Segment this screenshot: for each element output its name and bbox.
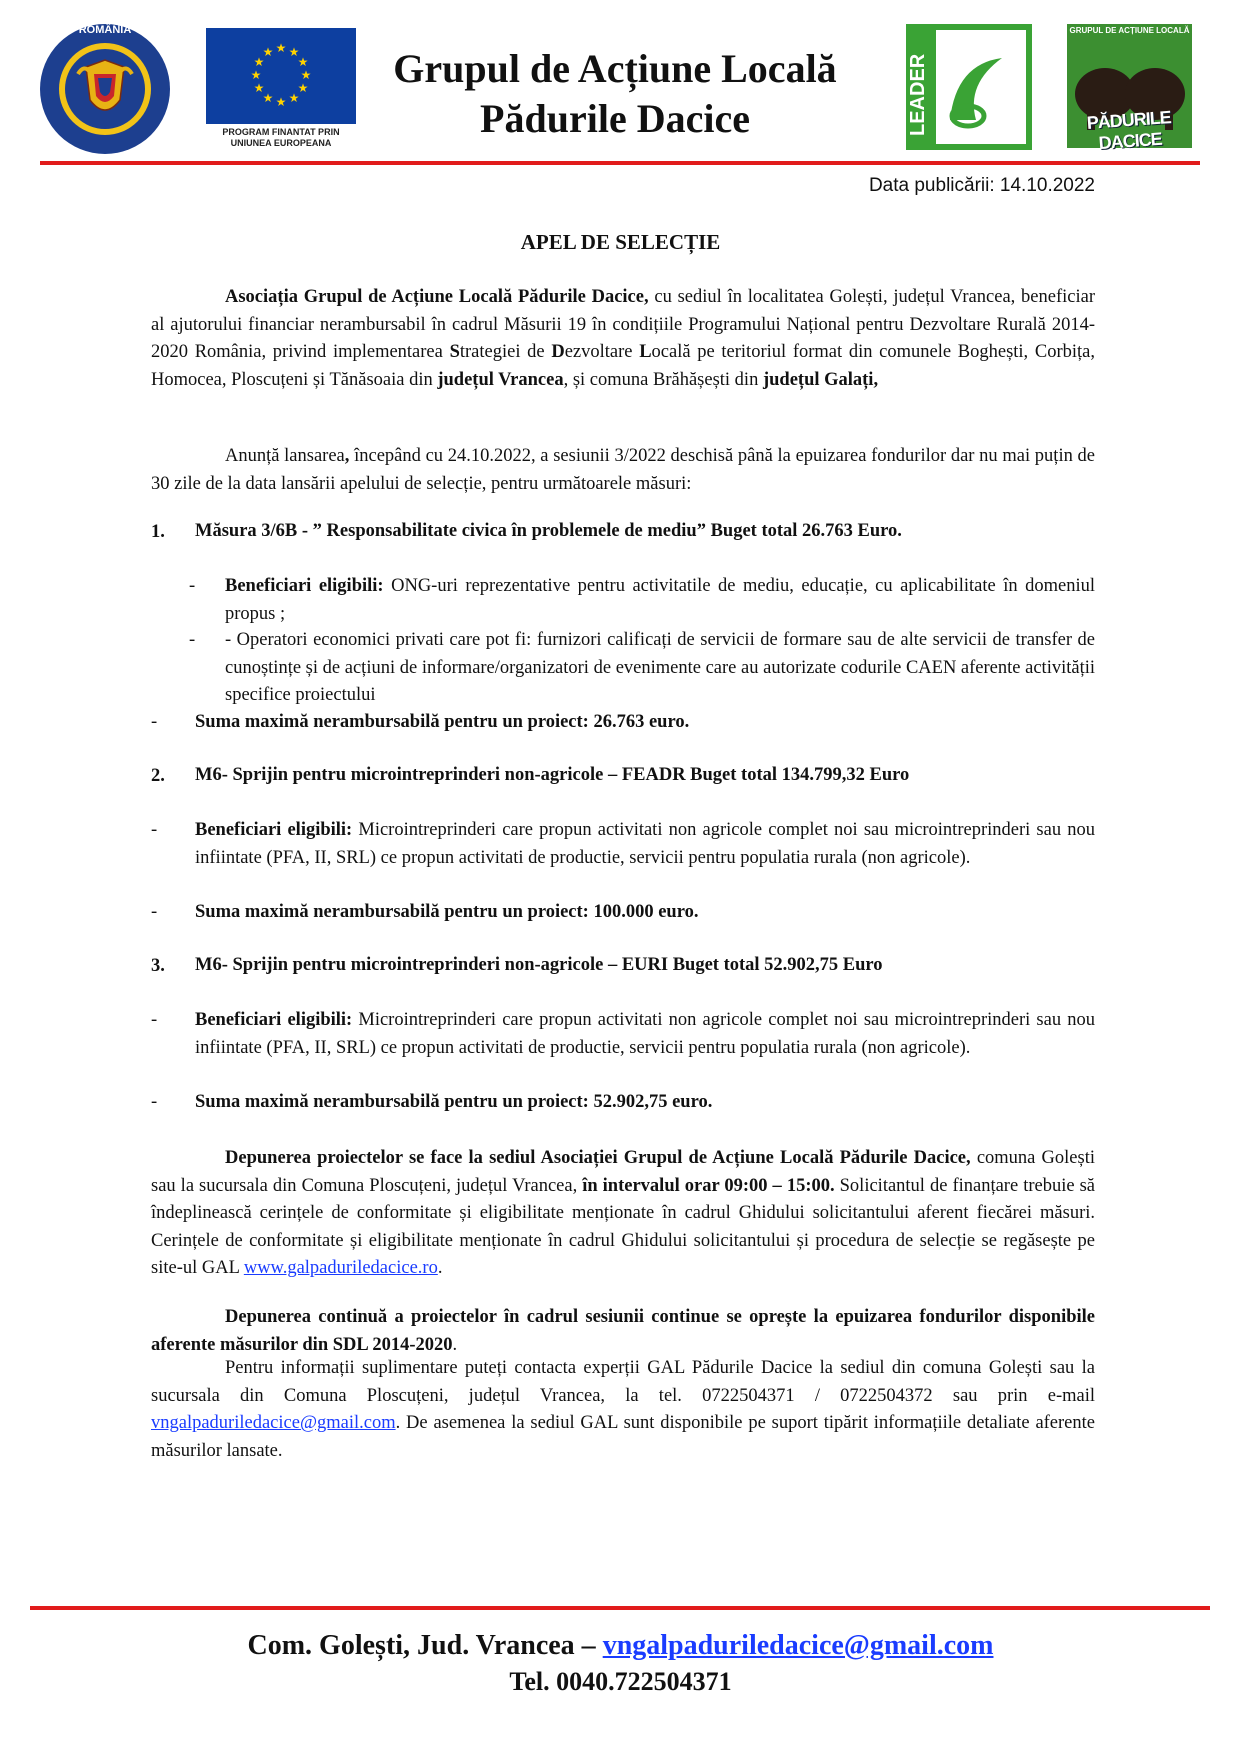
footer-email-link[interactable]: vngalpaduriledacice@gmail.com: [602, 1630, 994, 1661]
page-title: [380, 44, 850, 144]
eu-flag-logo: [206, 28, 356, 124]
ministry-seal-text: ROMÂNIA: [78, 24, 132, 36]
header-divider: [40, 161, 1200, 165]
bullet-dash: -: [189, 630, 196, 650]
leader-logo: [906, 24, 1032, 150]
measure-3-number: 3.: [151, 956, 165, 976]
contact-email-link[interactable]: vngalpaduriledacice@gmail.com: [151, 1413, 396, 1433]
svg-text:★: ★: [253, 55, 265, 69]
continuous-submission-paragraph: Depunerea continuă a proiectelor în cadrul sesiunii continue se oprește la epuizarea fondurilor disponibile aferente măsurilor din SDL 2014-2020.: [151, 1307, 1095, 1355]
intro-association-name: Asociația Grupul de Acțiune Locală Pădurile Dacice,: [225, 287, 649, 307]
svg-text:★: ★: [262, 45, 274, 59]
measure-3-max-amount: Suma maximă nerambursabilă pentru un proiect: 52.902,75 euro.: [195, 1092, 713, 1112]
bullet-dash: -: [151, 820, 158, 840]
intro-paragraph: Asociația Grupul de Acțiune Locală Pădurile Dacice, cu sediul în localitatea Golești, județul Vrancea, beneficiar al ajutorului financiar nerambursabil în cadrul Măsurii 19 în condițiile Programului Național pentru Dezvoltare Rurală 2014-2020 România, privind implementarea Strategiei de Dezvoltare Locală pe teritoriul format din comunele Boghești, Corbița, Homocea, Ploscuțeni și Tănăsoaia din județul Vrancea, și comuna Brăhășești din județul Galați,: [151, 287, 1095, 390]
eu-caption: [206, 127, 356, 149]
bullet-dash: -: [151, 902, 158, 922]
announce-paragraph: Anunță lansarea, începând cu 24.10.2022, a sesiunii 3/2022 deschisă până la epuizarea fondurilor dar nu mai puțin de 30 zile de la data lansării apelului de selecție, pentru următoarele măsuri:: [151, 446, 1095, 494]
eu-stars-icon: [206, 28, 356, 124]
svg-text:★: ★: [288, 45, 300, 59]
bullet-dash: -: [189, 576, 196, 596]
gal-logo-name: PĂDURILE DACICE: [1086, 107, 1172, 154]
measure-3-beneficiaries: Beneficiari eligibili: Microintreprinderi care propun activitati non agricole complet noi sau microintreprinderi sau nou infiintate (PFA, II, SRL) ce propun activitati de productie, servicii pentru populatia rurala (non agricole).: [195, 1010, 1095, 1058]
bullet-dash: -: [151, 712, 158, 732]
submission-paragraph: Depunerea proiectelor se face la sediul Asociației Grupul de Acțiune Locală Pădurile Dacice, comuna Golești sau la sucursala din Comuna Ploscuțeni, județul Vrancea, în intervalul orar 09:00 – 15:00. Solicitantul de finanțare trebuie să îndeplinească cerințele de conformitate și eligibilitate menționate în cadrul Ghidului solicitantului aferent fiecărei măsuri. Cerințele de conformitate și eligibilitate menționate în cadrul Ghidului solicitantului și procedura de selecție se regăsește pe site-ul GAL www.galpaduriledacice.ro.: [151, 1148, 1095, 1278]
info-paragraph: Pentru informații suplimentare puteți contacta experții GAL Pădurile Dacice la sediul din comuna Golești sau la sucursala din Comuna Ploscuțeni, județul Vrancea, la tel. 0722504371 / 0722504372 sau prin e-mail vngalpaduriledacice@gmail.com. De asemenea la sediul GAL sunt disponibile pe suport tipărit informațiile detaliate aferente măsurilor lansate.: [151, 1358, 1095, 1461]
svg-text:★: ★: [262, 91, 274, 105]
measure-1-title: Măsura 3/6B - ” Responsabilitate civica în problemele de mediu” Buget total 26.763 Euro.: [195, 521, 902, 541]
measure-2-number: 2.: [151, 766, 165, 786]
svg-text:LEADER: LEADER: [907, 53, 929, 136]
gal-website-link[interactable]: www.galpaduriledacice.ro: [243, 1258, 438, 1278]
svg-text:★: ★: [288, 91, 300, 105]
bullet-dash: -: [151, 1092, 158, 1112]
svg-text:★: ★: [275, 95, 287, 109]
bullet-dash: -: [151, 1010, 158, 1030]
measure-2-title: M6- Sprijin pentru microintreprinderi non-agricole – FEADR Buget total 134.799,32 Euro: [195, 765, 910, 785]
measure-1-beneficiaries-2: - Operatori economici privati care pot fi: furnizori calificați de servicii de formare sau de alte servicii de transfer de cunoștințe și de acțiuni de informare/organizatori de evenimente care au autorizate codurile CAEN aferente activității specifice proiectului: [225, 630, 1095, 705]
svg-text:★: ★: [297, 55, 309, 69]
title-line2: Pădurile Dacice: [480, 96, 750, 141]
footer-address: Com. Golești, Jud. Vrancea – vngalpaduriledacice@gmail.com: [247, 1630, 994, 1661]
measure-3-title: M6- Sprijin pentru microintreprinderi non-agricole – EURI Buget total 52.902,75 Euro: [195, 955, 883, 975]
measure-1-number: 1.: [151, 522, 165, 542]
title-line1: Grupul de Acțiune Locală: [393, 46, 837, 91]
eu-caption-line2: UNIUNEA EUROPEANA: [230, 138, 332, 148]
svg-text:★: ★: [250, 68, 262, 82]
eu-caption-line1: PROGRAM FINANTAT PRIN: [222, 127, 340, 137]
gal-logo-top-text: GRUPUL DE ACȚIUNE LOCALĂ: [1069, 26, 1190, 35]
svg-text:★: ★: [297, 81, 309, 95]
measure-2-beneficiaries: Beneficiari eligibili: Microintreprinderi care propun activitati non agricole complet noi sau microintreprinderi sau nou infiintate (PFA, II, SRL) ce propun activitati de productie, servicii pentru populatia rurala (non agricole).: [195, 820, 1095, 868]
footer-phone: Tel. 0040.722504371: [509, 1667, 732, 1696]
svg-text:★: ★: [300, 68, 312, 82]
footer-divider: [30, 1606, 1210, 1610]
ministry-seal-logo: [38, 22, 172, 156]
measure-1-beneficiaries: Beneficiari eligibili: ONG-uri reprezentative pentru activitatile de mediu, educație, cu aplicabilitate în domeniul propus ;: [225, 576, 1095, 624]
measure-1-max-amount: Suma maximă nerambursabilă pentru un proiect: 26.763 euro.: [195, 712, 690, 732]
svg-text:★: ★: [275, 41, 287, 55]
publication-date: Data publicării: 14.10.2022: [868, 175, 1095, 196]
measure-2-max-amount: Suma maximă nerambursabilă pentru un proiect: 100.000 euro.: [195, 902, 699, 922]
document-heading: APEL DE SELECȚIE: [520, 230, 721, 254]
svg-text:★: ★: [253, 81, 265, 95]
